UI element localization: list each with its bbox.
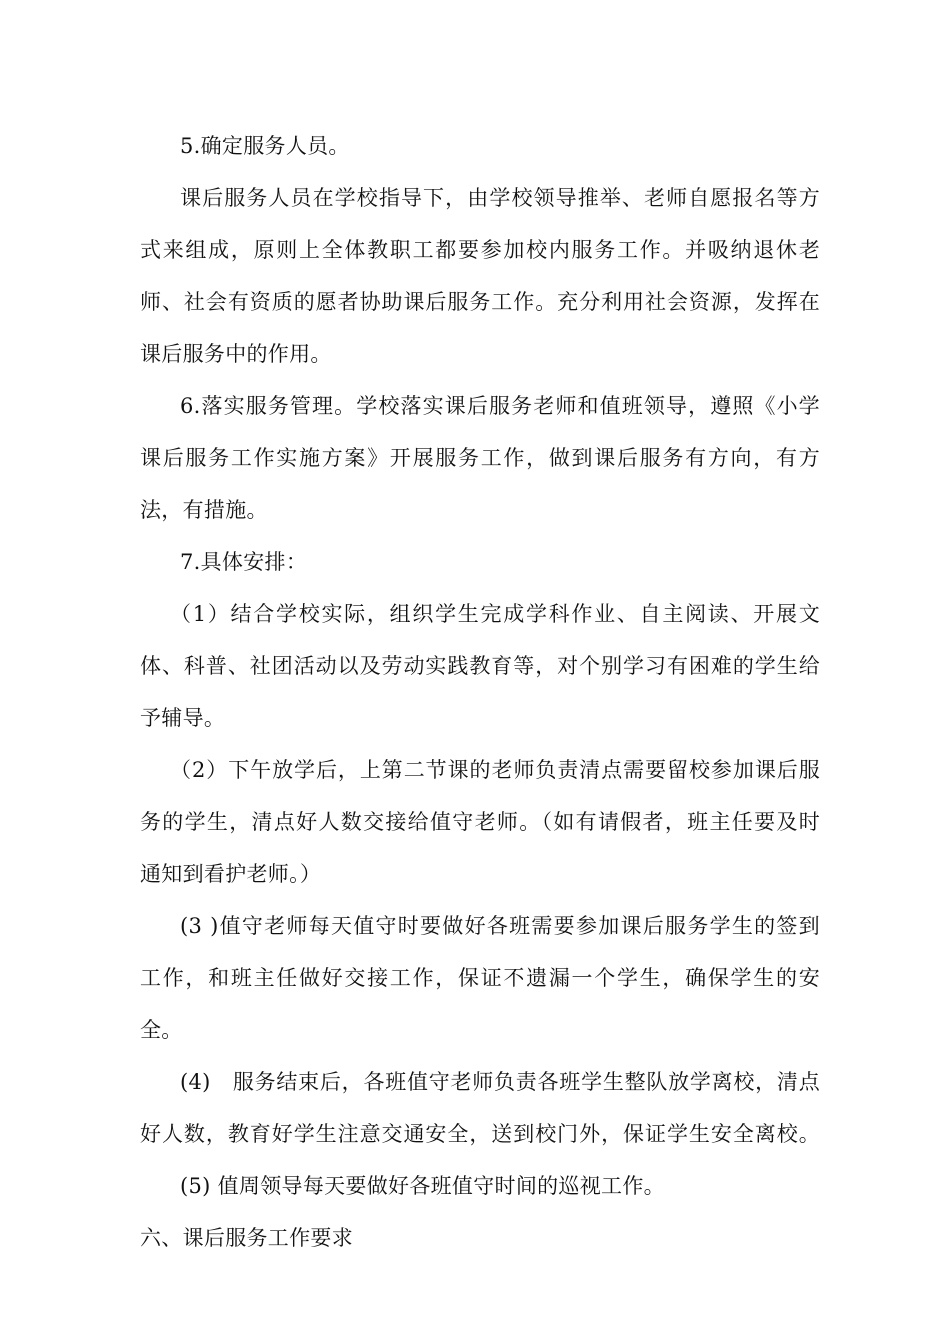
paragraph-line: (4) 服务结束后，各班值守老师负责各班学生整队放学离校，清点: [180, 1070, 820, 1094]
paragraph-line: 课后服务中的作用。: [140, 342, 332, 366]
paragraph-line: 好人数，教育好学生注意交通安全，送到校门外，保证学生安全离校。: [140, 1122, 820, 1146]
paragraph-line: （1）结合学校实际，组织学生完成学科作业、自主阅读、开展文: [170, 602, 820, 626]
paragraph-line: 全。: [140, 1018, 183, 1042]
paragraph-line: 师、社会有资质的愿者协助课后服务工作。充分利用社会资源，发挥在: [140, 290, 820, 314]
paragraph-line: (3 )值守老师每天值守时要做好各班需要参加课后服务学生的签到: [180, 914, 820, 938]
paragraph-line: 工作，和班主任做好交接工作，保证不遗漏一个学生，确保学生的安: [140, 966, 820, 990]
item-5-heading: 5.确定服务人员。: [180, 134, 350, 158]
paragraph-line: 务的学生，清点好人数交接给值守老师。（如有请假者，班主任要及时: [140, 810, 820, 834]
paragraph-line: （2）下午放学后，上第二节课的老师负责清点需要留校参加课后服: [170, 758, 820, 782]
item-7-heading: 7.具体安排：: [180, 550, 308, 574]
paragraph-line: (5) 值周领导每天要做好各班值守时间的巡视工作。: [180, 1174, 665, 1198]
paragraph-line: 6.落实服务管理。学校落实课后服务老师和值班领导，遵照《小学: [180, 394, 820, 418]
paragraph-line: 体、科普、社团活动以及劳动实践教育等，对个别学习有困难的学生给: [140, 654, 820, 678]
paragraph-line: 课后服务工作实施方案》开展服务工作，做到课后服务有方向，有方: [140, 446, 820, 470]
paragraph-line: 予辅导。: [140, 706, 226, 730]
paragraph-line: 法，有措施。: [140, 498, 268, 522]
paragraph-line: 课后服务人员在学校指导下，由学校领导推举、老师自愿报名等方: [180, 186, 820, 210]
paragraph-line: 通知到看护老师。）: [140, 862, 322, 886]
paragraph-line: 式来组成，原则上全体教职工都要参加校内服务工作。并吸纳退休老: [140, 238, 820, 262]
section-heading: 六、课后服务工作要求: [140, 1226, 353, 1250]
